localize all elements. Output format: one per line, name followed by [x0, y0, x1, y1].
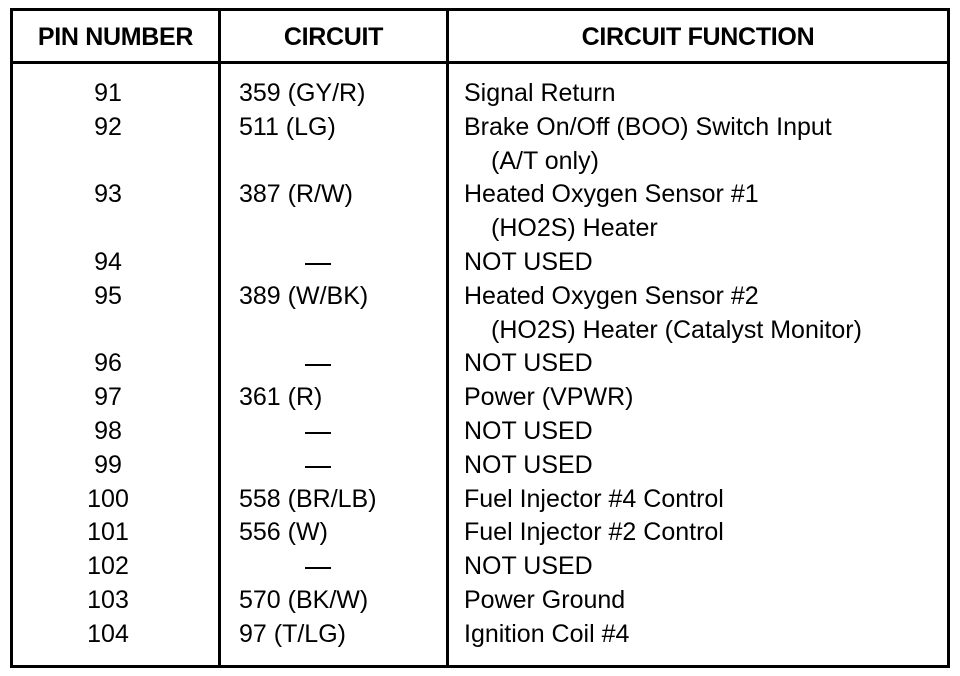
pin-number-cell: 91	[94, 79, 122, 107]
row-continuation-line	[13, 145, 947, 179]
table-row	[13, 347, 947, 381]
circuit-cell: 511 (LG)	[239, 112, 336, 141]
circuit-cell: 387 (R/W)	[239, 180, 353, 209]
table-row	[13, 381, 947, 415]
header-circuit-function: CIRCUIT FUNCTION	[581, 23, 815, 51]
circuit-function-cell: NOT USED	[464, 450, 593, 479]
circuit-function-cell: NOT USED	[464, 552, 593, 581]
no-circuit-dash	[305, 466, 331, 468]
circuit-cell: 558 (BR/LB)	[239, 484, 377, 513]
pin-number-cell: 101	[87, 518, 129, 547]
table-row	[13, 178, 947, 246]
row-line	[13, 483, 947, 517]
table-row	[13, 449, 947, 483]
pin-number-cell: 104	[87, 619, 129, 648]
circuit-cell: 361 (R)	[239, 383, 323, 412]
table-row	[13, 77, 947, 111]
table-row	[13, 516, 947, 550]
circuit-function-cell: (HO2S) Heater (Catalyst Monitor)	[491, 315, 862, 344]
table-row	[13, 280, 947, 348]
row-line	[13, 178, 947, 212]
row-line	[13, 449, 947, 483]
circuit-cell: 359 (GY/R)	[239, 79, 366, 107]
circuit-function-cell: (HO2S) Heater	[491, 214, 658, 243]
circuit-function-cell: Fuel Injector #4 Control	[464, 484, 724, 513]
row-continuation-line	[13, 314, 947, 348]
circuit-function-cell: (A/T only)	[491, 146, 599, 175]
pin-number-cell: 100	[87, 484, 129, 513]
row-line	[13, 347, 947, 381]
circuit-function-cell: Power (VPWR)	[464, 383, 634, 412]
no-circuit-dash	[305, 263, 331, 265]
circuit-cell: 389 (W/BK)	[239, 281, 369, 310]
row-line	[13, 550, 947, 584]
row-continuation-line	[13, 212, 947, 246]
row-line	[13, 618, 947, 652]
pin-number-cell: 98	[94, 416, 122, 445]
circuit-cell: 97 (T/LG)	[239, 619, 346, 648]
pin-number-cell: 103	[87, 585, 129, 614]
circuit-function-cell: Brake On/Off (BOO) Switch Input	[464, 112, 832, 141]
circuit-cell: 556 (W)	[239, 518, 328, 547]
pin-number-cell: 102	[87, 552, 129, 581]
circuit-function-cell: Heated Oxygen Sensor #2	[464, 281, 759, 310]
table-header	[13, 11, 947, 64]
row-line	[13, 415, 947, 449]
pin-number-cell: 95	[94, 281, 122, 310]
header-circuit: CIRCUIT	[283, 23, 384, 51]
circuit-cell: 570 (BK/W)	[239, 585, 369, 614]
pin-table	[10, 8, 950, 668]
pin-number-cell: 97	[94, 383, 122, 412]
pin-number-cell: 96	[94, 349, 122, 378]
row-line	[13, 280, 947, 314]
circuit-function-cell: NOT USED	[464, 247, 593, 276]
circuit-function-cell: Signal Return	[464, 79, 616, 107]
table-row	[13, 415, 947, 449]
table-row	[13, 111, 947, 179]
table-row	[13, 584, 947, 618]
pin-number-cell: 94	[94, 247, 122, 276]
table-row	[13, 246, 947, 280]
row-line	[13, 381, 947, 415]
circuit-function-cell: NOT USED	[464, 349, 593, 378]
row-line	[13, 516, 947, 550]
no-circuit-dash	[305, 364, 331, 366]
no-circuit-dash	[305, 567, 331, 569]
row-line	[13, 77, 947, 111]
circuit-function-cell: Heated Oxygen Sensor #1	[464, 180, 759, 209]
table-row	[13, 550, 947, 584]
pin-number-cell: 92	[94, 112, 122, 141]
pin-number-cell: 93	[94, 180, 122, 209]
table-body	[13, 77, 947, 652]
table-row	[13, 618, 947, 652]
row-line	[13, 111, 947, 145]
pin-number-cell: 99	[94, 450, 122, 479]
circuit-function-cell: Ignition Coil #4	[464, 619, 630, 648]
circuit-function-cell: NOT USED	[464, 416, 593, 445]
circuit-function-cell: Fuel Injector #2 Control	[464, 518, 724, 547]
header-pin-number: PIN NUMBER	[37, 23, 194, 51]
row-line	[13, 246, 947, 280]
no-circuit-dash	[305, 432, 331, 434]
circuit-function-cell: Power Ground	[464, 585, 626, 614]
row-line	[13, 584, 947, 618]
table-row	[13, 483, 947, 517]
